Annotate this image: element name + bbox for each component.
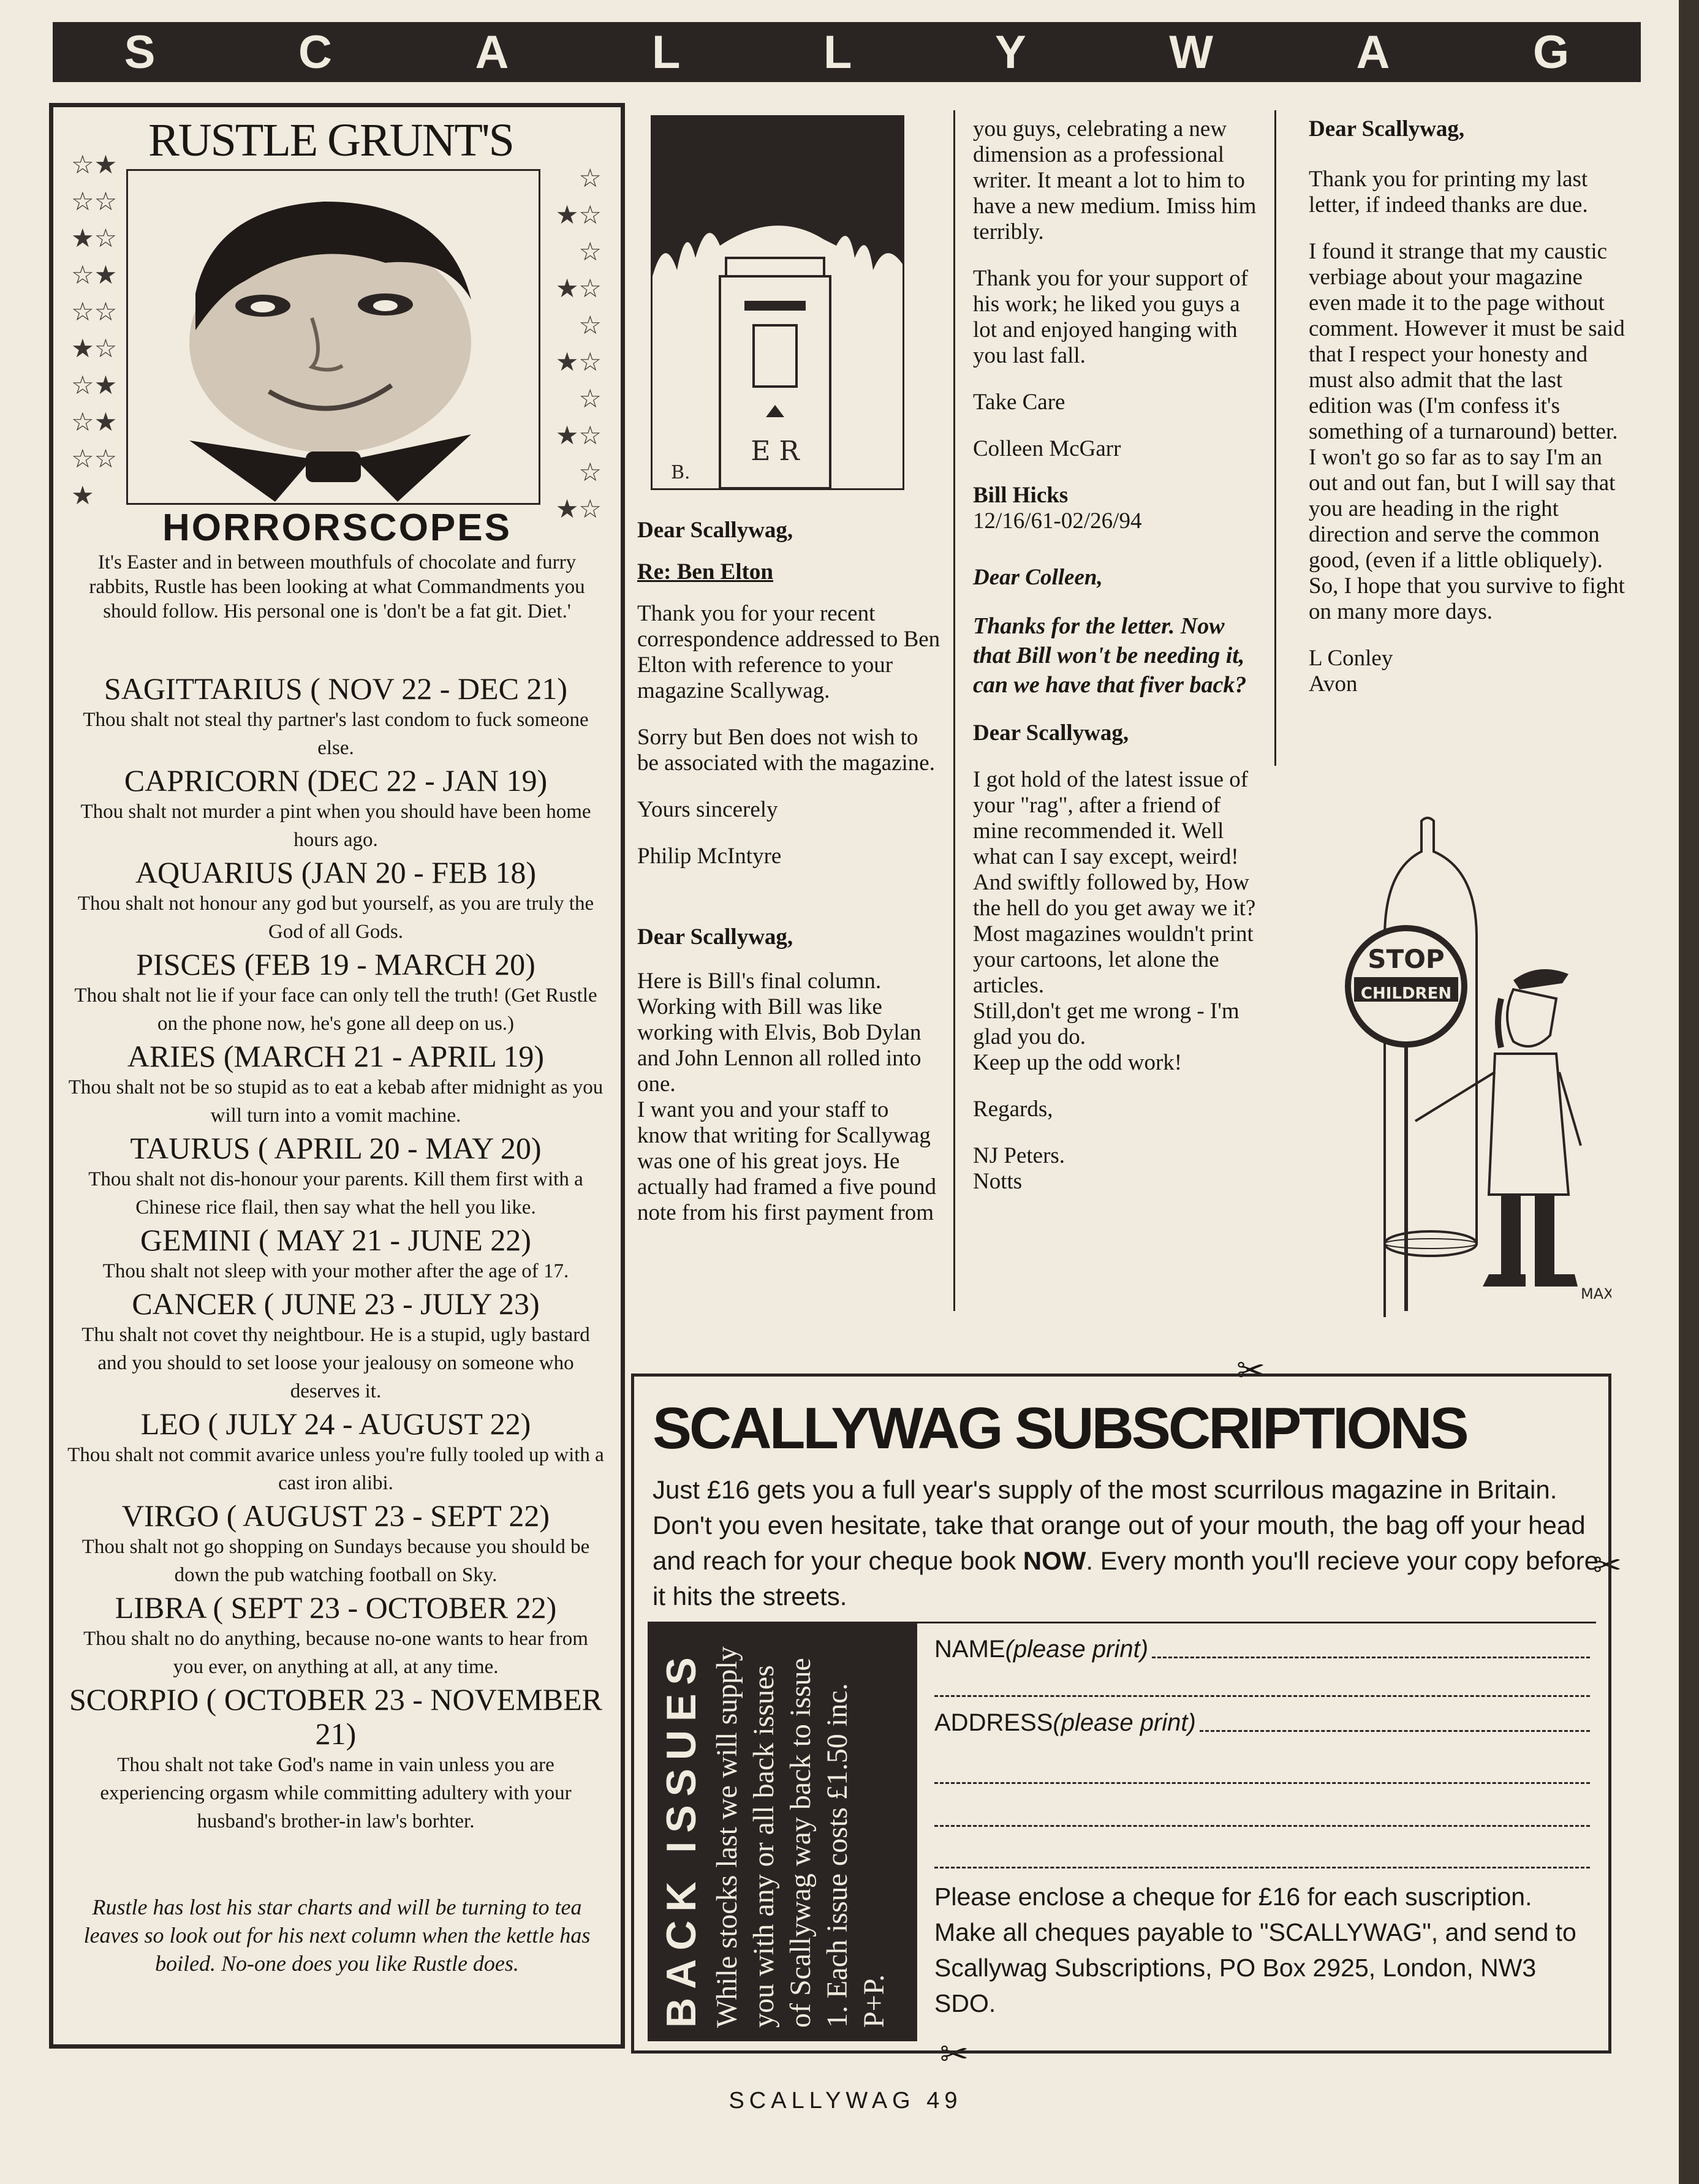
masthead-letter: Y: [994, 26, 1026, 78]
sign-title: AQUARIUS (JAN 20 - FEB 18): [135, 855, 537, 890]
name-field-line[interactable]: [1152, 1657, 1590, 1658]
cartoon-sign-top: STOP: [1368, 944, 1445, 974]
sign-text: Thou shalt not take God's name in vain unless you are experiencing orgasm while committing adultery with your husband's brother-in law's borhter.: [100, 1754, 572, 1832]
sign-title: VIRGO ( AUGUST 23 - SEPT 22): [121, 1498, 550, 1533]
pitch-text: . Every month you'll recieve your copy before it hits the streets.: [653, 1546, 1599, 1611]
letter-paragraph: you guys, celebrating a new dimension as a professional writer. It meant a lot to him to have a new medium. Imiss him terribly.: [973, 116, 1257, 244]
letter-signature: Philip McIntyre: [637, 844, 782, 869]
star-column-left: ☆★ ☆☆ ★☆ ☆★ ☆☆ ★☆ ☆★ ☆★ ☆☆ ★: [71, 151, 118, 510]
letter-paragraph: Still,don't get me wrong - I'm glad you do.: [973, 999, 1239, 1049]
masthead-letter: S: [124, 26, 156, 78]
sign-text: Thou shalt not be so stupid as to eat a kebab after midnight as you will turn into a vomit machine.: [68, 1076, 604, 1127]
sign-entry: [66, 763, 605, 854]
address-row[interactable]: [934, 1707, 1590, 1738]
rustle-portrait: [126, 169, 540, 505]
memorial-dates: 12/16/61-02/26/94: [973, 508, 1142, 534]
letter-signature: L Conley: [1309, 646, 1393, 671]
sign-title: CAPRICORN (DEC 22 - JAN 19): [124, 763, 548, 798]
scissors-icon: ✂: [940, 2036, 969, 2074]
sign-entry: [66, 1287, 605, 1405]
sign-entry: [66, 1223, 605, 1285]
form-line[interactable]: [934, 1825, 1590, 1827]
portrait-illustration: [128, 171, 539, 503]
letter-paragraph: Keep up the odd work!: [973, 1050, 1182, 1075]
letter-signature: NJ Peters.: [973, 1143, 1065, 1168]
stop-children-cartoon: [1317, 815, 1611, 1323]
postbox-initials: E R: [751, 436, 800, 467]
letter-location: Notts: [973, 1169, 1023, 1194]
letter-closing: Yours sincerely: [637, 797, 778, 822]
memorial-block: [973, 483, 1265, 534]
editor-reply-salutation: Dear Colleen,: [973, 565, 1103, 590]
back-issues-rotated: [648, 1622, 917, 2041]
letter-paragraph: Thank you for your support of his work; he liked you guys a lot and enjoyed hanging with you last fall.: [973, 266, 1249, 368]
sign-entry: [66, 1590, 605, 1681]
sign-text: Thou shalt not sleep with your mother after the age of 17.: [102, 1260, 569, 1282]
horrorscopes-heading: HORRORSCOPES: [162, 507, 512, 549]
horoscope-intro: It's Easter and in between mouthfuls of chocolate and furry rabbits, Rustle has been looking at what Commandments you should follow. His personal one is 'don't be a fat git. Diet.': [89, 551, 585, 622]
pitch-text: Just £16 gets you a full year's supply of the most scurrilous magazine in Britain. Don't you even hesitate, take that orange out of your mouth, the bag off your head and reach for your cheque book: [653, 1475, 1586, 1575]
letter-signature: Colleen McGarr: [973, 436, 1121, 461]
sign-entry: [66, 671, 605, 762]
sign-text: Thou shalt not steal thy partner's last condom to fuck someone else.: [83, 709, 589, 759]
scissors-icon: ✂: [1593, 1547, 1622, 1585]
masthead-letter: L: [651, 26, 681, 78]
masthead-letter: C: [298, 26, 332, 78]
letter-signature-block: [973, 1143, 1265, 1195]
letter-paragraph: Sorry but Ben does not wish to be associated with the magazine.: [637, 725, 935, 776]
cartoon-signature: MAX: [1581, 1285, 1611, 1302]
page-footer: SCALLYWAG 49: [728, 2088, 963, 2114]
letter-paragraph: I found it strange that my caustic verbiage about your magazine even made it to the page without comment. However it must be said that I respect your honesty and must also admit that the last edition was (I'm confess it's something of a turnaround) better. I won't go so far as to say I'm an out and out fan, but I will say that you are heading in the right direction and serve the common good, (even if a little obliquely).: [1309, 239, 1625, 573]
letter-closing: Take Care: [973, 390, 1065, 415]
letter-location: Avon: [1309, 671, 1358, 697]
horoscope-signs: [66, 671, 605, 1837]
cartoon-sign-bottom: CHILDREN: [1360, 984, 1452, 1003]
form-line[interactable]: [934, 1867, 1590, 1868]
letter-salutation: Dear Scallywag,: [1309, 116, 1465, 142]
payment-instructions: Please enclose a cheque for £16 for each suscription. Make all cheques payable to "SCALLYWAG", and send to Scallywag Subscriptions, PO Box 2925, London, NW3 SDO.: [934, 1883, 1576, 2017]
subscriptions-pitch: [653, 1472, 1608, 1614]
sign-text: Thou shalt no do anything, because no-one wants to hear from you ever, on anything at all, at any time.: [83, 1628, 588, 1678]
letters-column-1: [637, 518, 944, 1247]
sign-title: PISCES (FEB 19 - MARCH 20): [136, 947, 535, 981]
letter-paragraph: I got hold of the latest issue of your "rag", after a friend of mine recommended it. Well what can I say except, weird! And swiftly followed by, How the hell do you get away we it? Most magazines wouldn't print your cartoons, let alone the articles.: [973, 767, 1256, 998]
sign-text: Thou shalt not go shopping on Sundays because you should be down the pub watching football on Sky.: [81, 1536, 590, 1586]
sign-title: ARIES (MARCH 21 - APRIL 19): [127, 1039, 545, 1073]
sign-text: Thou shalt not honour any god but yourself, as you are truly the God of all Gods.: [77, 893, 594, 943]
sign-title: LIBRA ( SEPT 23 - OCTOBER 22): [115, 1590, 557, 1625]
back-issues-panel: [648, 1622, 917, 2041]
letter-salutation: Dear Scallywag,: [973, 720, 1129, 746]
masthead-letter: L: [823, 26, 852, 78]
postbox-signature: B.: [671, 462, 691, 483]
letter-closing: Regards,: [973, 1097, 1053, 1122]
horoscope-footer: Rustle has lost his star charts and will be turning to tea leaves so look out for his next column when the kettle has boiled. No-one does you like Rustle does.: [83, 1895, 591, 1976]
scissors-icon: ✂: [1236, 1352, 1265, 1390]
memorial-name: Bill Hicks: [973, 483, 1069, 508]
name-row[interactable]: [934, 1634, 1590, 1664]
sign-title: TAURUS ( APRIL 20 - MAY 20): [130, 1131, 542, 1165]
letters-column-3: [1309, 116, 1627, 718]
address-hint: (please print): [1053, 1709, 1196, 1736]
masthead-letter: G: [1532, 26, 1570, 78]
form-line[interactable]: [934, 1782, 1590, 1784]
sign-title: SAGITTARIUS ( NOV 22 - DEC 21): [104, 671, 568, 706]
name-hint: (please print): [1005, 1636, 1149, 1663]
masthead: [53, 22, 1641, 82]
postbox-illustration: [651, 115, 904, 490]
letter-salutation: Dear Scallywag,: [637, 924, 793, 950]
pitch-emphasis: NOW: [1023, 1546, 1086, 1575]
column-rule: [1274, 110, 1276, 766]
masthead-letter: W: [1169, 26, 1213, 78]
sign-text: Thu shalt not covet thy neightbour. He is a stupid, ugly bastard and you should to set loose your jealousy on someone who deserves it.: [81, 1324, 590, 1402]
postbox-drawing: [653, 117, 902, 488]
subscriptions-box: [631, 1374, 1611, 2054]
back-issues-title: BACK ISSUES: [658, 1649, 705, 2028]
masthead-letter: A: [475, 26, 509, 78]
sign-entry: [66, 947, 605, 1038]
masthead-letter: A: [1356, 26, 1390, 78]
address-label: ADDRESS: [934, 1709, 1053, 1736]
letter-paragraph: Here is Bill's final column. Working with Bill was like working with Elvis, Bob Dylan and John Lennon all rolled into one.: [637, 969, 921, 1097]
sign-entry: [66, 1682, 605, 1835]
sign-title: LEO ( JULY 24 - AUGUST 22): [140, 1407, 531, 1441]
sign-text: Thou shalt not murder a pint when you should have been home hours ago.: [80, 801, 591, 851]
sign-text: Thou shalt not commit avarice unless you're fully tooled up with a cast iron alibi.: [67, 1444, 604, 1494]
sign-entry: [66, 1131, 605, 1222]
editor-reply: Thanks for the letter. Now that Bill won't be needing it, can we have that fiver back?: [973, 613, 1247, 698]
back-issues-text: While stocks last we will supply you with any or all back issues of Scallywag way back to issue 1. Each issue costs £1.50 inc. P+P.: [711, 1646, 890, 2028]
star-column-right: ☆ ★☆ ☆ ★☆ ☆ ★☆ ☆ ★☆ ☆ ★☆: [555, 165, 602, 524]
sign-text: Thou shalt not lie if your face can only tell the truth! (Get Rustle on the phone now, he's gone all deep on us.): [74, 984, 597, 1035]
form-top-rule: [916, 1622, 1596, 1623]
name-label: NAME: [934, 1636, 1005, 1663]
letters-column-2: [973, 116, 1265, 1215]
letter-paragraph: I want you and your staff to know that writing for Scallywag was one of his great joys. He actually had framed a five pound note from his first payment from: [637, 1097, 936, 1225]
letter-subject: Re: Ben Elton: [637, 559, 773, 584]
sign-title: GEMINI ( MAY 21 - JUNE 22): [140, 1223, 531, 1257]
horoscope-title: RUSTLE GRUNT'S: [148, 115, 513, 166]
sign-entry: [66, 1039, 605, 1130]
order-form: [916, 1622, 1602, 2041]
subscriptions-title: SCALLYWAG SUBSCRIPTIONS: [653, 1396, 1467, 1461]
form-line[interactable]: [934, 1695, 1590, 1697]
letter-paragraph: So, I hope that you survive to fight on many more days.: [1309, 573, 1625, 624]
sign-title: CANCER ( JUNE 23 - JULY 23): [132, 1287, 540, 1321]
letter-signature-block: [1309, 646, 1627, 697]
letter-paragraph: Thank you for your recent correspondence addressed to Ben Elton with reference to your magazine Scallywag.: [637, 601, 940, 703]
cartoon-drawing: [1317, 815, 1611, 1323]
sign-title: SCORPIO ( OCTOBER 23 - NOVEMBER 21): [69, 1682, 602, 1751]
sign-entry: [66, 1498, 605, 1589]
letter-paragraph: Thank you for printing my last letter, if indeed thanks are due.: [1309, 167, 1588, 217]
letter-salutation: Dear Scallywag,: [637, 518, 793, 543]
sign-text: Thou shalt not dis-honour your parents. Kill them first with a Chinese rice flail, then say what the hell you like.: [88, 1168, 583, 1219]
column-rule: [953, 110, 955, 1311]
sign-entry: [66, 1407, 605, 1497]
address-field-line[interactable]: [1200, 1730, 1590, 1732]
sign-entry: [66, 855, 605, 946]
